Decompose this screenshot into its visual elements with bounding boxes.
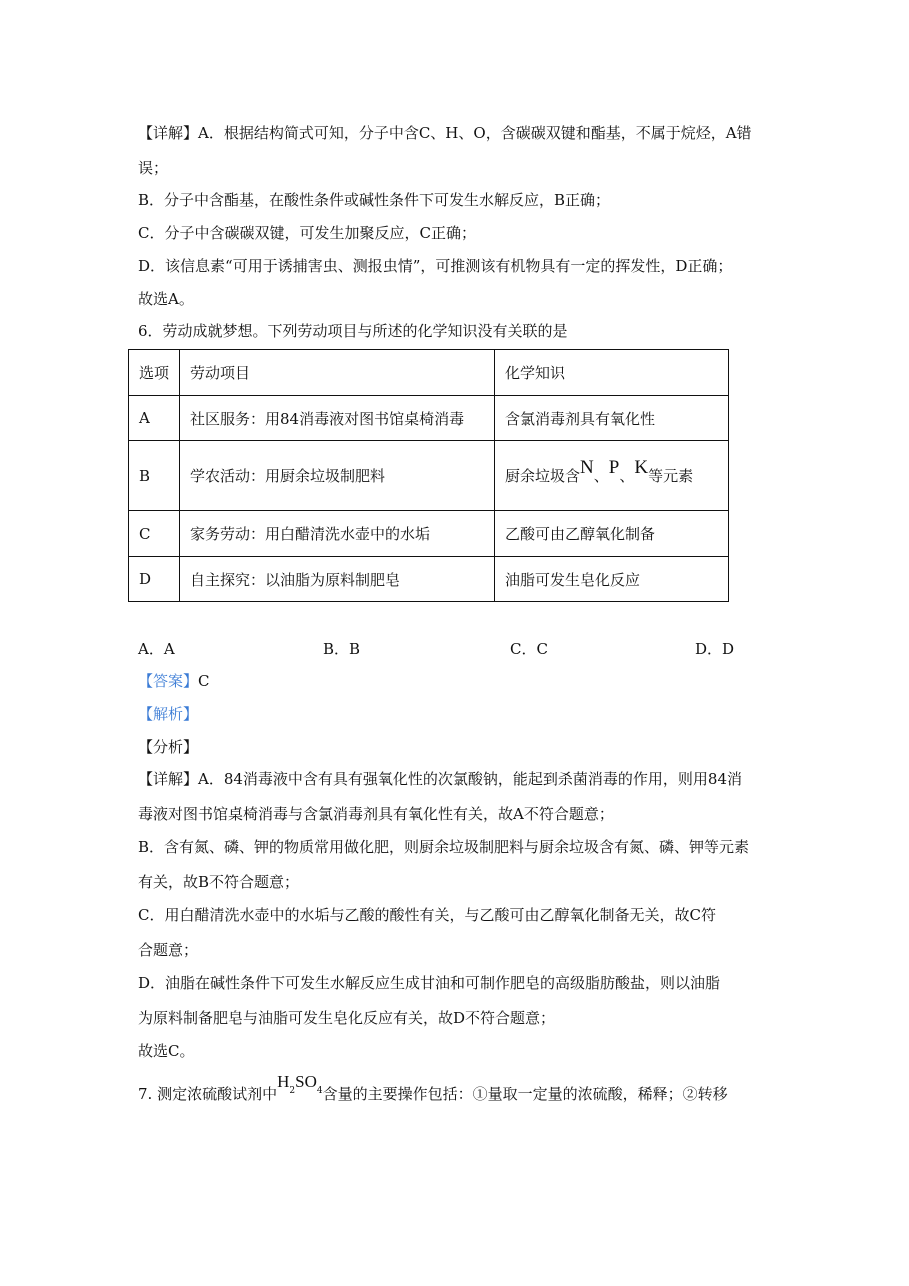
analysis-tag: 【解析】: [138, 705, 199, 723]
row-task: 学农活动：用厨余垃圾制肥料: [180, 441, 495, 511]
formula-subscript: 4: [316, 1086, 323, 1096]
q7-stem: [138, 1072, 728, 1104]
formula-so: SO: [295, 1072, 317, 1091]
detail-line: 【详解】A．84消毒液中含有具有强氧化性的次氯酸钠，能起到杀菌消毒的作用，则用84消: [138, 770, 743, 788]
detail-line: 有关，故B不符合题意；: [138, 873, 300, 891]
row-option: A: [129, 396, 180, 441]
detail-line: 故选C。: [138, 1042, 195, 1060]
formula-h: H: [277, 1072, 290, 1091]
element-k: K: [634, 456, 649, 478]
table-header-row: [129, 350, 729, 396]
formula-subscript: 2: [289, 1086, 296, 1096]
detail-line: 合题意；: [138, 941, 199, 959]
fenxi-heading: 【分析】: [138, 738, 199, 756]
header-task: 劳动项目: [180, 350, 495, 396]
answer-value: C: [198, 672, 210, 690]
q6-stem: 6．劳动成就梦想。下列劳动项目与所述的化学知识没有关联的是: [138, 322, 568, 340]
q6-table: [128, 349, 729, 602]
table-row: [129, 511, 729, 557]
q7-prefix: 7. 测定浓硫酸试剂中: [138, 1085, 278, 1103]
knowledge-prefix: 厨余垃圾含: [505, 466, 581, 485]
q7-suffix: 含量的主要操作包括：①量取一定量的浓硫酸，稀释；②转移: [322, 1085, 728, 1103]
answer-line: [138, 670, 210, 691]
header-option: 选项: [129, 350, 180, 396]
row-knowledge: 含氯消毒剂具有氧化性: [495, 396, 729, 441]
q5-option-d: D．该信息素“可用于诱捕害虫、测报虫情”，可推测该有机物具有一定的挥发性，D正确；: [138, 257, 733, 275]
detail-line: 为原料制备肥皂与油脂可发生皂化反应有关，故D不符合题意；: [138, 1009, 556, 1027]
row-knowledge: [495, 441, 729, 511]
table-row: [129, 557, 729, 602]
row-task: 家务劳动：用白醋清洗水壶中的水垢: [180, 511, 495, 557]
row-knowledge: 乙酸可由乙醇氧化制备: [495, 511, 729, 557]
choice-a: A．A: [138, 640, 175, 658]
q5-conclusion: 故选A。: [138, 290, 194, 308]
row-option: D: [129, 557, 180, 602]
row-option: C: [129, 511, 180, 557]
choice-b: B．B: [323, 640, 361, 658]
q5-detail-line: 误；: [138, 159, 169, 177]
row-task: 自主探究：以油脂为原料制肥皂: [180, 557, 495, 602]
row-option: B: [129, 441, 180, 511]
element-n: N: [580, 456, 594, 478]
q5-option-b: B．分子中含酯基，在酸性条件或碱性条件下可发生水解反应，B正确；: [138, 191, 611, 209]
detail-line: D．油脂在碱性条件下可发生水解反应生成甘油和可制作肥皂的高级脂肪酸盐，则以油脂: [138, 974, 721, 992]
detail-line: C．用白醋清洗水壶中的水垢与乙酸的酸性有关，与乙酸可由乙醇氧化制备无关，故C符: [138, 906, 716, 924]
separator: 、: [619, 466, 635, 485]
knowledge-suffix: 等元素: [648, 466, 694, 485]
table-row: [129, 396, 729, 441]
q5-detail-line: 【详解】A．根据结构简式可知，分子中含C、H、O，含碳碳双键和酯基，不属于烷烃，A错: [138, 124, 752, 142]
row-knowledge: 油脂可发生皂化反应: [495, 557, 729, 602]
table-row: [129, 441, 729, 511]
detail-line: 毒液对图书馆桌椅消毒与含氯消毒剂具有氧化性有关，故A不符合题意；: [138, 805, 614, 823]
q5-option-c: C．分子中含碳碳双键，可发生加聚反应，C正确；: [138, 224, 476, 242]
answer-tag: 【答案】: [138, 672, 199, 690]
choice-c: C．C: [510, 640, 548, 658]
choice-d: D．D: [695, 640, 735, 658]
separator: 、: [593, 466, 609, 485]
detail-line: B．含有氮、磷、钾的物质常用做化肥，则厨余垃圾制肥料与厨余垃圾含有氮、磷、钾等元素: [138, 838, 750, 856]
row-task: 社区服务：用84消毒液对图书馆桌椅消毒: [180, 396, 495, 441]
header-knowledge: 化学知识: [495, 350, 729, 396]
element-p: P: [608, 456, 620, 478]
